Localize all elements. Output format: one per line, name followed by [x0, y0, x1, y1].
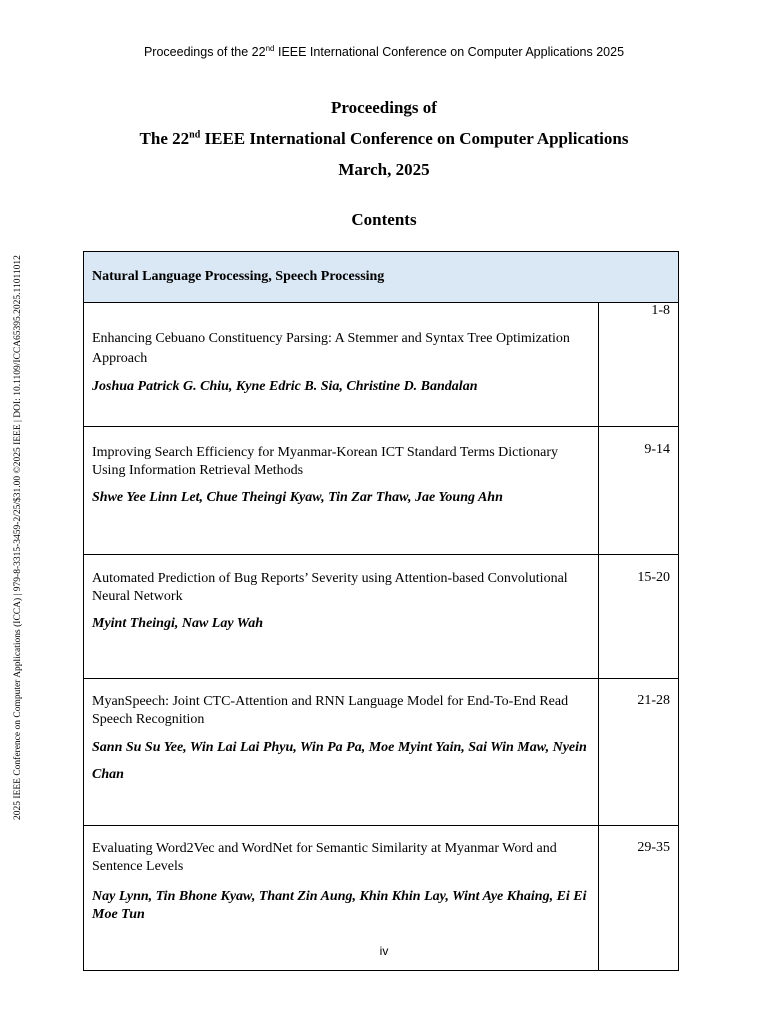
contents-table: [83, 251, 679, 971]
entry-pages: 21-28: [599, 679, 679, 826]
title-line-2-prefix: The 22: [139, 129, 190, 148]
section-row: [84, 252, 679, 303]
title-line-1: Proceedings of: [331, 98, 437, 117]
entry-title: Enhancing Cebuano Constituency Parsing: A Stemmer and Syntax Tree Optimization Approach: [92, 331, 570, 366]
entry-authors: Sann Su Su Yee, Win Lai Lai Phyu, Win Pa Pa, Moe Myint Yain, Sai Win Maw, Nyein Chan: [92, 740, 587, 782]
title-line-2: [0, 123, 768, 154]
entry-cell: [84, 427, 599, 555]
title-line-2-suffix: IEEE International Conference on Computer Applications: [200, 129, 629, 148]
entry-authors: Shwe Yee Linn Let, Chue Theingi Kyaw, Tin Zar Thaw, Jae Young Ahn: [92, 490, 503, 505]
entry-title: Automated Prediction of Bug Reports’ Severity using Attention-based Convolutional Neural Network: [92, 571, 568, 604]
entry-pages: 15-20: [599, 555, 679, 679]
entry-pages: 1-8: [599, 303, 679, 427]
title-line-3: March, 2025: [338, 160, 430, 179]
entry-authors: Myint Theingi, Naw Lay Wah: [92, 616, 264, 631]
page-number: iv: [379, 944, 389, 958]
entry-pages: 29-35: [599, 826, 679, 971]
running-header: [0, 44, 768, 59]
running-header-prefix: Proceedings of the 22: [143, 45, 266, 60]
table-row: [84, 679, 679, 826]
entry-pages: 9-14: [599, 427, 679, 555]
entry-cell: [84, 303, 599, 427]
title-block: [0, 92, 768, 185]
section-header: Natural Language Processing, Speech Processing: [84, 252, 679, 303]
entry-cell: [84, 679, 599, 826]
entry-title: Evaluating Word2Vec and WordNet for Semantic Similarity at Myanmar Word and Sentence Levels: [92, 841, 557, 874]
side-note-doi: 2025 IEEE Conference on Computer Applications (ICCA) | 979-8-3315-3459-2/25/$31.00 ©2025 IEEE | DOI: 10.1109/ICCA65395.2025.11011012: [13, 255, 23, 820]
running-header-superscript: nd: [265, 44, 275, 53]
entry-title: Improving Search Efficiency for Myanmar-Korean ICT Standard Terms Dictionary Using Information Retrieval Methods: [92, 445, 559, 478]
entry-cell: [84, 555, 599, 679]
entry-authors: Joshua Patrick G. Chiu, Kyne Edric B. Sia, Christine D. Bandalan: [92, 379, 478, 394]
entry-title: MyanSpeech: Joint CTC-Attention and RNN Language Model for End-To-End Read Speech Recognition: [92, 694, 569, 727]
table-row: [84, 555, 679, 679]
title-line-2-superscript: nd: [189, 129, 201, 141]
contents-heading: Contents: [351, 210, 417, 229]
table-row: [84, 427, 679, 555]
running-header-suffix: IEEE International Conference on Computer Applications 2025: [274, 45, 625, 60]
table-row: [84, 303, 679, 427]
entry-authors: Nay Lynn, Tin Bhone Kyaw, Thant Zin Aung, Khin Khin Lay, Wint Aye Khaing, Ei Ei Moe Tun: [92, 889, 587, 922]
